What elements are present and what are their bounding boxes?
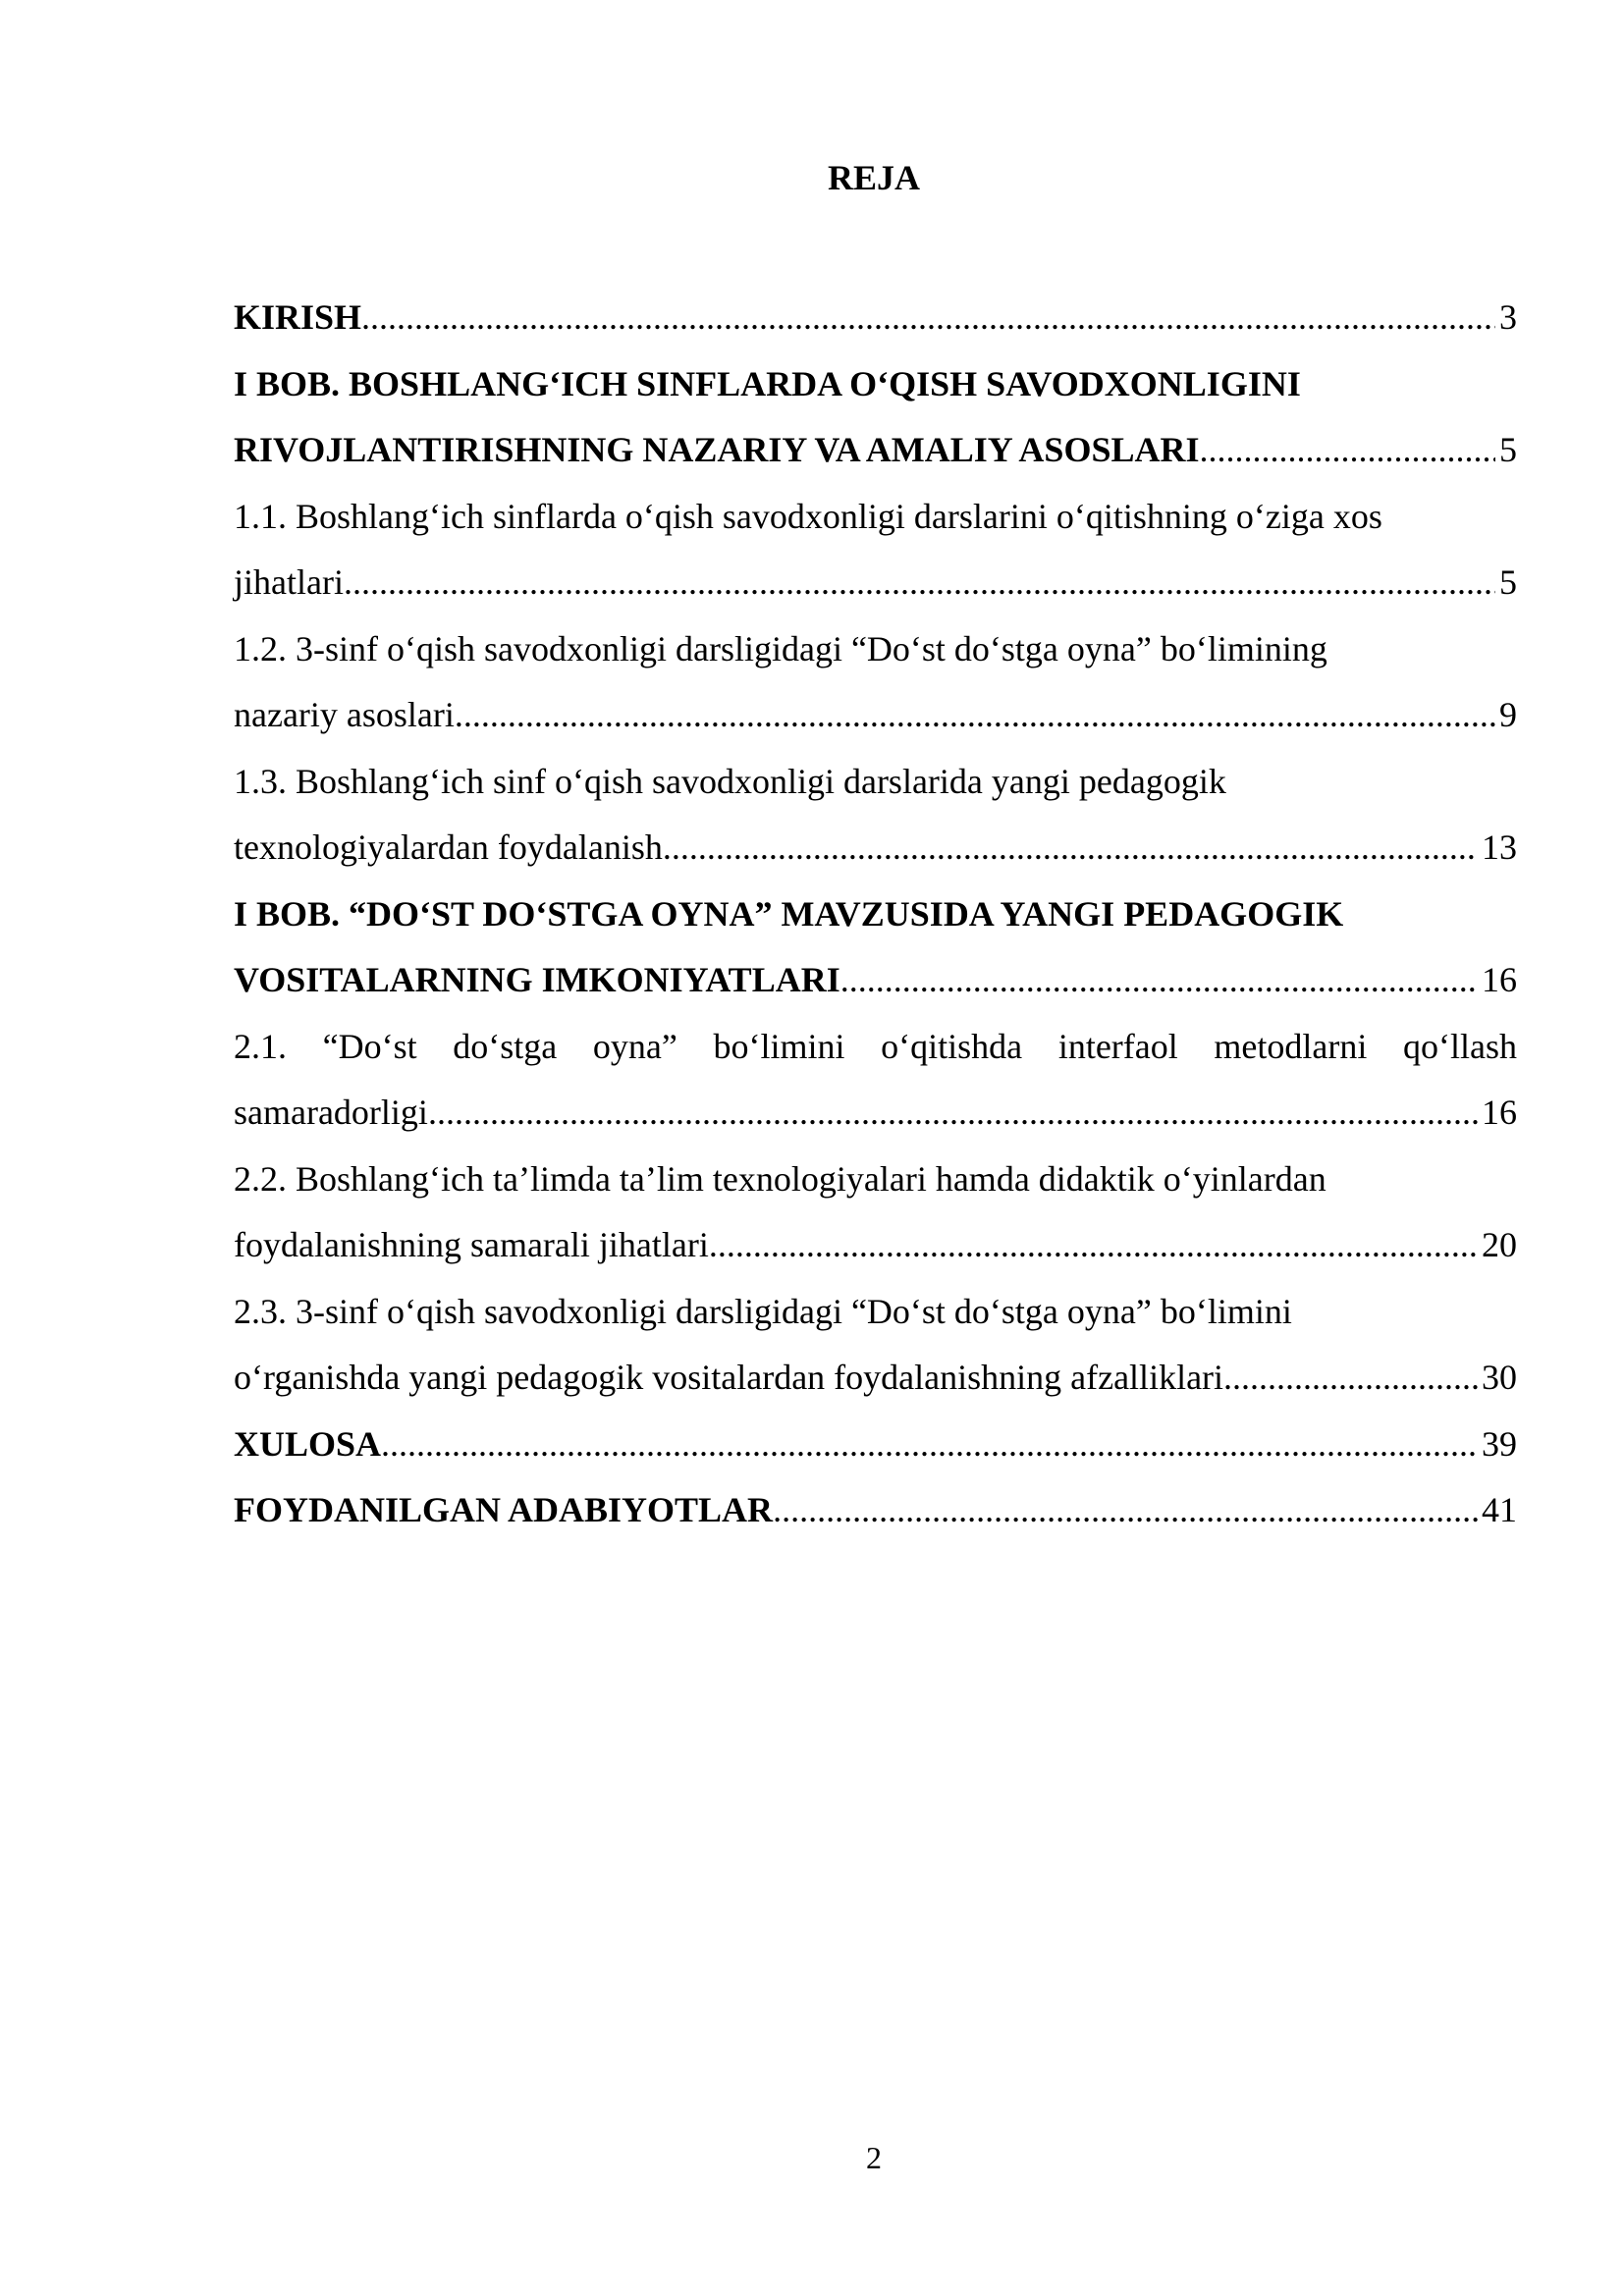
toc-page-number: 20	[1482, 1225, 1517, 1264]
dot-leader	[1223, 1345, 1478, 1412]
toc-page-number: 39	[1482, 1423, 1517, 1464]
toc-entry-2-3-line2[interactable]: o‘rganishda yangi pedagogik vositalardan foydalanishning afzalliklari ..... 30	[234, 1345, 1517, 1412]
toc-page-number: 16	[1482, 960, 1517, 999]
dot-leader	[428, 1080, 1478, 1147]
toc-entry-xulosa[interactable]: XULOSA ..... 39	[234, 1412, 1517, 1478]
toc-page-number: 5	[1499, 430, 1517, 469]
dot-leader	[840, 947, 1478, 1014]
toc-entry-2-1-line2[interactable]: samaradorligi ..... 16	[234, 1080, 1517, 1147]
table-of-contents	[234, 285, 1517, 1544]
toc-page-number: 16	[1482, 1093, 1517, 1132]
toc-entry-1-2-line2[interactable]: nazariy asoslari ..... 9	[234, 682, 1517, 749]
toc-entry-chapter2-line1[interactable]: I BOB. “DO‘ST DO‘STGA OYNA” MAVZUSIDA YANGI PEDAGOGIK	[234, 893, 1344, 934]
dot-leader	[1200, 417, 1496, 484]
toc-entry-chapter1-line1[interactable]: I BOB. BOSHLANG‘ICH SINFLARDA O‘QISH SAVODXONLIGINI	[234, 363, 1301, 403]
dot-leader	[361, 285, 1495, 351]
dot-leader	[344, 550, 1495, 616]
toc-entry-1-1-line1[interactable]: 1.1. Boshlang‘ich sinflarda o‘qish savodxonligi darslarini o‘qitishning o‘ziga xos	[234, 496, 1382, 536]
toc-entry-kirish[interactable]: KIRISH ..... 3	[234, 285, 1517, 351]
toc-page-number: 13	[1482, 828, 1517, 867]
page-title: REJA	[827, 158, 920, 197]
dot-leader	[381, 1412, 1478, 1478]
toc-entry-1-1-line2[interactable]: jihatlari ..... 5	[234, 550, 1517, 616]
toc-entry-chapter1-line2[interactable]: RIVOJLANTIRISHNING NAZARIY VA AMALIY ASOSLARI ..... 5	[234, 417, 1517, 484]
toc-entry-1-3-line2[interactable]: texnologiyalardan foydalanish ..... 13	[234, 815, 1517, 881]
toc-entry-2-2-line2[interactable]: foydalanishning samarali jihatlari ..... 20	[234, 1212, 1517, 1279]
toc-page-number: 5	[1499, 562, 1517, 602]
toc-entry-2-3-line1[interactable]: 2.3. 3-sinf o‘qish savodxonligi darsligidagi “Do‘st do‘stga oyna” bo‘limini	[234, 1291, 1292, 1331]
toc-entry-chapter2-line2[interactable]: VOSITALARNING IMKONIYATLARI ..... 16	[234, 947, 1517, 1014]
dot-leader	[709, 1212, 1478, 1279]
toc-entry-1-3-line1[interactable]: 1.3. Boshlang‘ich sinf o‘qish savodxonligi darslarida yangi pedagogik	[234, 761, 1226, 801]
toc-entry-adabiyotlar[interactable]: FOYDANILGAN ADABIYOTLAR ..... 41	[234, 1477, 1517, 1544]
toc-entry-2-2-line1[interactable]: 2.2. Boshlang‘ich ta’limda ta’lim texnologiyalari hamda didaktik o‘yinlardan	[234, 1158, 1326, 1199]
toc-page-number: 3	[1499, 297, 1517, 337]
page-number: 2	[866, 2140, 882, 2175]
dot-leader	[455, 682, 1495, 749]
toc-entry-1-2-line1[interactable]: 1.2. 3-sinf o‘qish savodxonligi darsligidagi “Do‘st do‘stga oyna” bo‘limining	[234, 628, 1327, 668]
dot-leader	[663, 815, 1478, 881]
toc-entry-2-1-line1[interactable]: 2.1. “Do‘st do‘stga oyna” bo‘limini o‘qitishda interfaol metodlarni qo‘llash	[234, 1026, 1517, 1066]
toc-page-number: 30	[1482, 1358, 1517, 1397]
toc-page-number: 9	[1499, 695, 1517, 734]
dot-leader	[773, 1477, 1478, 1544]
toc-page-number: 41	[1482, 1490, 1517, 1529]
